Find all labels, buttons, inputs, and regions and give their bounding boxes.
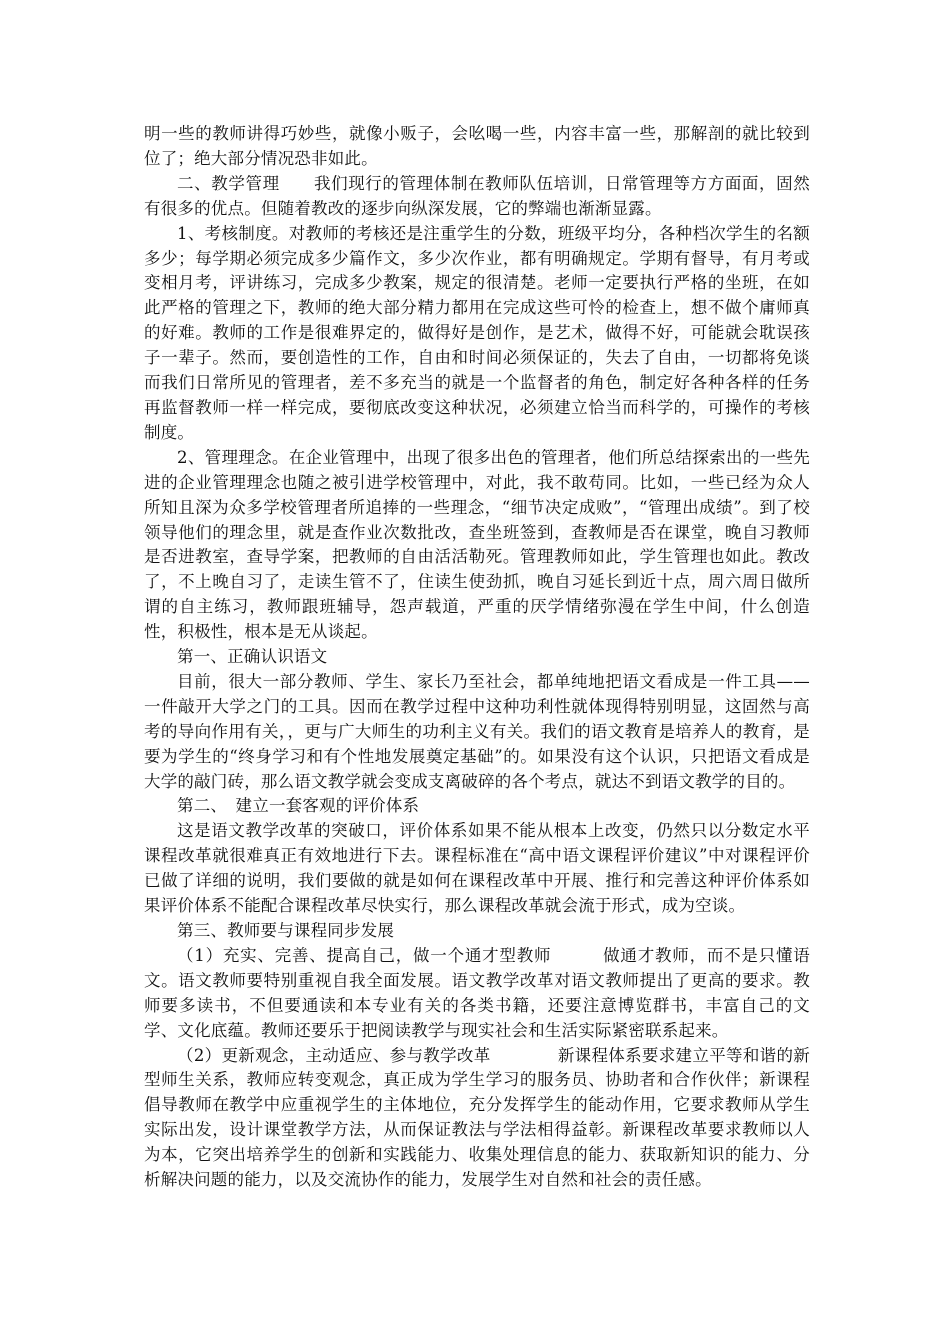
paragraph-assessment-system: 1、考核制度。对教师的考核还是注重学生的分数，班级平均分，各种档次学生的名额多少；每学期必须完成多少篇作文，多少次作业，都有明确规定。学期有督导，有月考或变相月考，评讲练习，完成多少教案，规定的很清楚。老师一定要执行严格的坐班，在如此严格的管理之下，教师的绝大部分精力都用在完成这些可怜的检查上，想不做个庸师真的好难。教师的工作是很难界定的，做得好是创作，是艺术，做得不好，可能就会耽误孩子一辈子。然而，要创造性的工作，自由和时间必须保证的，失去了自由，一切都将免谈而我们日常所见的管理者，差不多充当的就是一个监督者的角色，制定好各种各样的任务再监督教师一样一样完成，要彻底改变这种状况，必须建立恰当而科学的，可操作的考核制度。 bbox=[144, 223, 810, 442]
heading-first: 第一、正确认识语文 bbox=[177, 647, 328, 667]
paragraph-evaluation-system: 这是语文教学改革的突破口，评价体系如果不能从根本上改变，仍然只以分数定水平课程改革就很难真正有效地进行下去。课程标准在“高中语文课程评价建议”中对课程评价已做了详细的说明，我们要做的就是如何在课程改革中开展、推行和完善这种评价体系如果评价体系不能配合课程改革尽快实行，那么课程改革就会流于形式，成为空谈。 bbox=[144, 821, 810, 916]
section-teaching-management: 二、教学管理 我们现行的管理体制在教师队伍培训，日常管理等方方面面，固然有很多的优点。但随着教改的逐步向纵深发展，它的弊端也渐渐显露。 bbox=[144, 173, 810, 218]
paragraph-generalist-teacher: （1）充实、完善、提高自己，做一个通才型教师 做通才教师，而不是只懂语文。语文教师要特别重视自我全面发展。语文教学改革对语文教师提出了更高的要求。教师要多读书，不但要通读和本专业有关的各类书籍，还要注意博览群书，丰富自己的文学、文化底蕴。教师还要乐于把阅读教学与现实社会和生活实际紧密联系起来。 bbox=[144, 945, 810, 1040]
body-text bbox=[144, 122, 810, 1193]
heading-second: 第二、 建立一套客观的评价体系 bbox=[177, 796, 420, 816]
paragraph-update-concepts: （2）更新观念，主动适应、参与教学改革 新课程体系要求建立平等和谐的新型师生关系，教师应转变观念，真正成为学生学习的服务员、协助者和合作伙伴；新课程倡导教师在教学中应重视学生的主体地位，充分发挥学生的能动作用，它要求教师从学生实际出发，设计课堂教学方法，从而保证教法与学法相得益彰。新课程改革要求教师以人为本，它突出培养学生的创新和实践能力、收集处理信息的能力、获取新知识的能力、分析解决问题的能力，以及交流协作的能力，发展学生对自然和社会的责任感。 bbox=[144, 1045, 810, 1190]
heading-third: 第三、教师要与课程同步发展 bbox=[177, 921, 395, 940]
paragraph-continuation: 明一些的教师讲得巧妙些，就像小贩子，会吆喝一些，内容丰富一些，那解剖的就比较到位了；绝大部分情况恐非如此。 bbox=[144, 124, 810, 168]
paragraph-understand-chinese: 目前，很大一部分教师、学生、家长乃至社会，都单纯地把语文看成是一件工具——一件敲开大学之门的工具。因而在教学过程中这种功利性就体现得特别明显，这固然与高考的导向作用有关，，更与广大师生的功利主义有关。我们的语文教育是培养人的教育，是要为学生的“终身学习和有个性地发展奠定基础”的。如果没有这个认识，只把语文看成是大学的敲门砖，那么语文教学就会变成支离破碎的各个考点，就达不到语文教学的目的。 bbox=[144, 671, 810, 791]
paragraph-management-philosophy: 2、管理理念。在企业管理中，出现了很多出色的管理者，他们所总结探索出的一些先进的企业管理理念也随之被引进学校管理中，对此，我不敢苟同。比如，一些已经为众人所知且深为众多学校管理者所追捧的一些理念，“细节决定成败”，“管理出成绩”。到了校领导他们的理念里，就是查作业次数批改，查坐班签到，查教师是否在课堂，晚自习教师是否进教室，查导学案，把教师的自由活活勒死。管理教师如此，学生管理也如此。教改了，不上晚自习了，走读生管不了，住读生使劲抓，晚自习延长到近十点，周六周日做所谓的自主练习，教师跟班辅导，怨声载道，严重的厌学情绪弥漫在学生中间，什么创造性，积极性，根本是无从谈起。 bbox=[144, 447, 810, 642]
